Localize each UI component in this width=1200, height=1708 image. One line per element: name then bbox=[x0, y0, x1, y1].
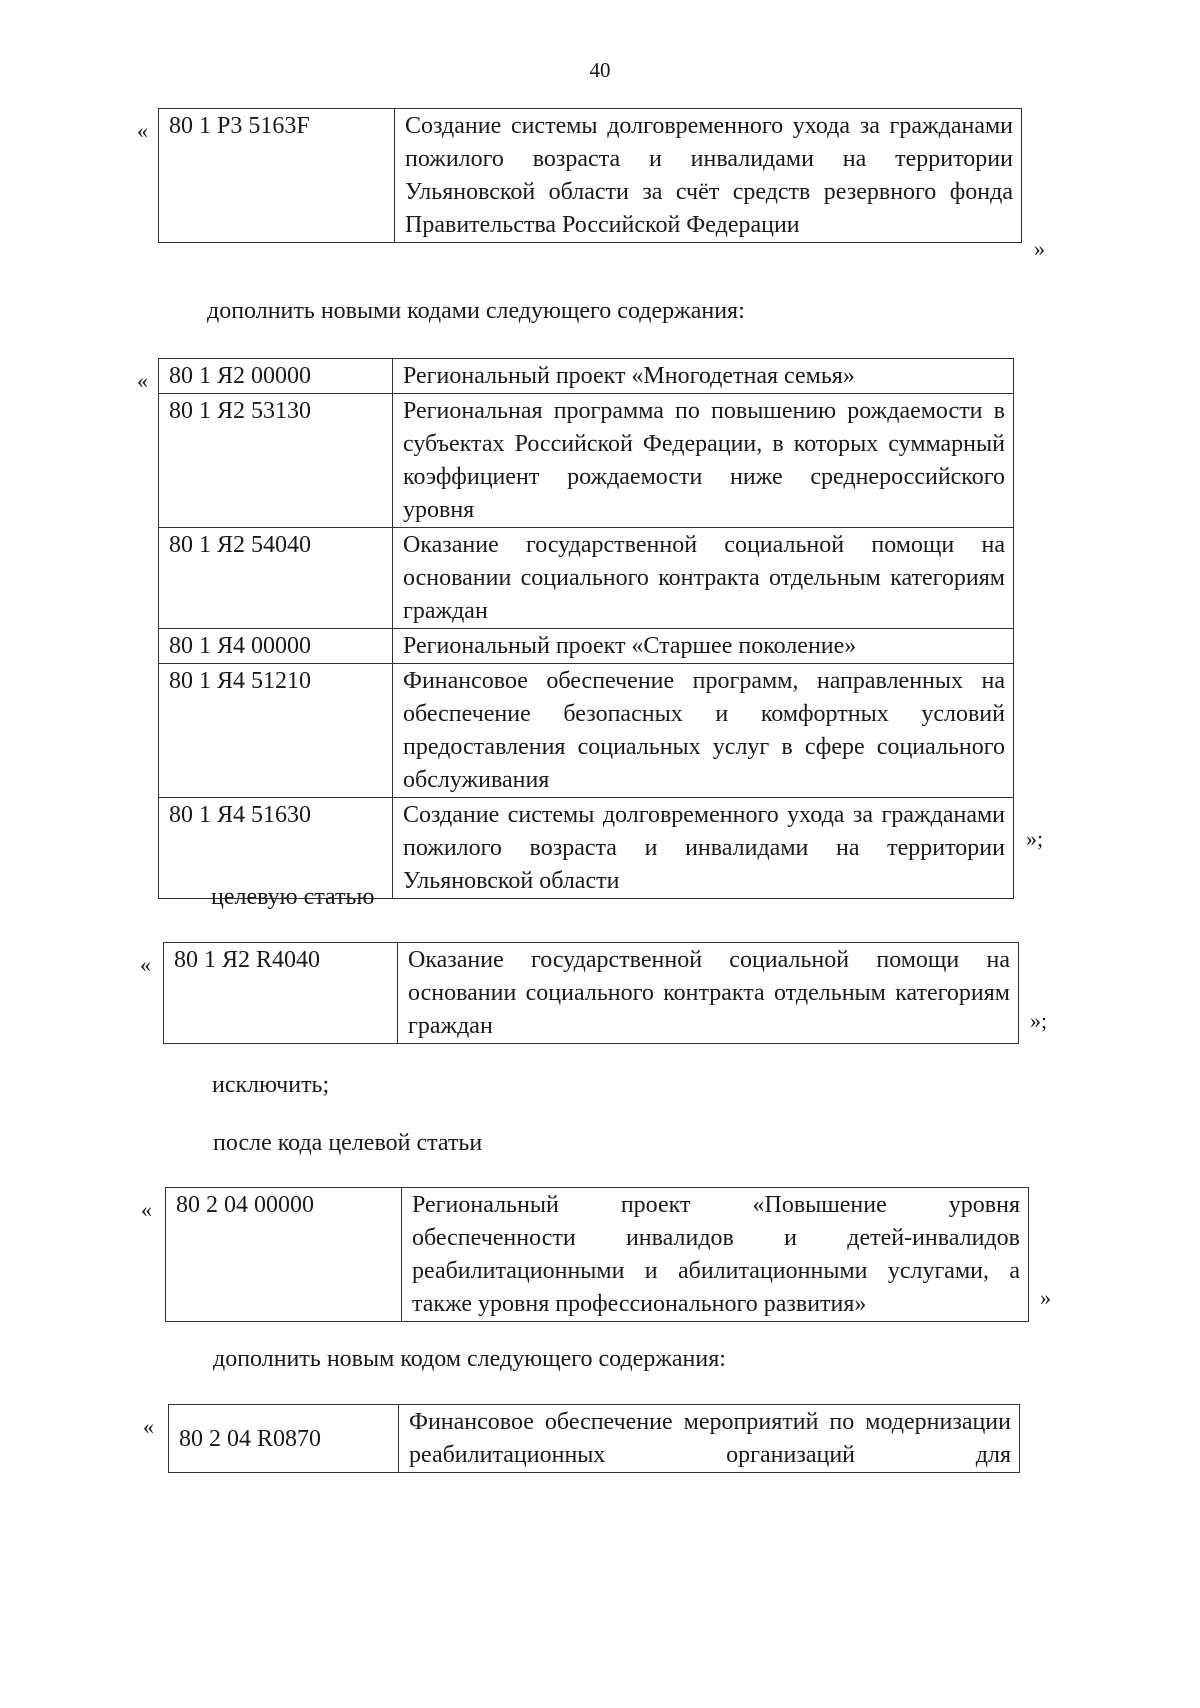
code-table-1 bbox=[158, 108, 1022, 243]
table-row bbox=[159, 394, 1014, 528]
instruction-text: дополнить новым кодом следующего содержания: bbox=[213, 1346, 726, 1372]
instruction-text: дополнить новыми кодами следующего содержания: bbox=[207, 298, 745, 324]
page-number: 40 bbox=[589, 58, 611, 82]
open-quote: « bbox=[141, 1197, 152, 1222]
description-cell: Создание системы долговременного ухода за гражданами пожилого возраста и инвалидами на территории Ульяновской области bbox=[393, 798, 1014, 899]
close-quote-semicolon: »; bbox=[1030, 1008, 1048, 1033]
description-cell: Региональный проект «Повышение уровня обеспеченности инвалидов и детей-инвалидов реабилитационными и абилитационными услугами, а также уровня профессионального развития» bbox=[402, 1188, 1029, 1322]
code-cell: 80 2 04 R0870 bbox=[169, 1405, 399, 1473]
instruction-text: после кода целевой статьи bbox=[213, 1130, 483, 1156]
description-cell: Финансовое обеспечение мероприятий по модернизации реабилитационных организаций для bbox=[399, 1405, 1020, 1473]
table-row bbox=[159, 359, 1014, 394]
code-cell: 80 1 Я4 51630 bbox=[159, 798, 393, 899]
close-quote: » bbox=[1034, 236, 1045, 261]
table-row bbox=[159, 629, 1014, 664]
code-table-4 bbox=[165, 1187, 1029, 1322]
description-cell: Региональный проект «Старшее поколение» bbox=[393, 629, 1014, 664]
code-cell: 80 1 Я2 R4040 bbox=[164, 943, 398, 1044]
code-cell: 80 1 Я4 51210 bbox=[159, 664, 393, 798]
code-table-3 bbox=[163, 942, 1019, 1044]
table-row bbox=[166, 1188, 1029, 1322]
description-cell: Региональный проект «Многодетная семья» bbox=[393, 359, 1014, 394]
close-quote-semicolon: »; bbox=[1026, 826, 1044, 851]
code-table-5 bbox=[168, 1404, 1020, 1473]
description-cell: Оказание государственной социальной помощи на основании социального контракта отдельным категориям граждан bbox=[393, 528, 1014, 629]
code-table-2 bbox=[158, 358, 1014, 899]
code-cell: 80 1 Я4 00000 bbox=[159, 629, 393, 664]
code-cell: 80 1 Я2 54040 bbox=[159, 528, 393, 629]
close-quote: » bbox=[1040, 1285, 1051, 1310]
table-row bbox=[164, 943, 1019, 1044]
description-cell: Оказание государственной социальной помощи на основании социального контракта отдельным категориям граждан bbox=[398, 943, 1019, 1044]
code-cell: 80 1 Я2 53130 bbox=[159, 394, 393, 528]
description-cell: Создание системы долговременного ухода за гражданами пожилого возраста и инвалидами на территории Ульяновской области за счёт средств резервного фонда Правительства Российской Федерации bbox=[395, 109, 1022, 243]
instruction-text: целевую статью bbox=[211, 884, 375, 910]
open-quote: « bbox=[143, 1414, 154, 1439]
table-row bbox=[159, 109, 1022, 243]
open-quote: « bbox=[137, 118, 148, 143]
code-cell: 80 1 Я2 00000 bbox=[159, 359, 393, 394]
table-row bbox=[159, 528, 1014, 629]
table-row bbox=[159, 664, 1014, 798]
description-cell: Финансовое обеспечение программ, направленных на обеспечение безопасных и комфортных условий предоставления социальных услуг в сфере социального обслуживания bbox=[393, 664, 1014, 798]
code-cell: 80 1 Р3 5163F bbox=[159, 109, 395, 243]
description-cell: Региональная программа по повышению рождаемости в субъектах Российской Федерации, в которых суммарный коэффициент рождаемости ниже среднероссийского уровня bbox=[393, 394, 1014, 528]
open-quote: « bbox=[140, 952, 151, 977]
table-row bbox=[169, 1405, 1020, 1473]
instruction-text: исключить; bbox=[212, 1072, 330, 1098]
open-quote: « bbox=[137, 368, 148, 393]
code-cell: 80 2 04 00000 bbox=[166, 1188, 402, 1322]
